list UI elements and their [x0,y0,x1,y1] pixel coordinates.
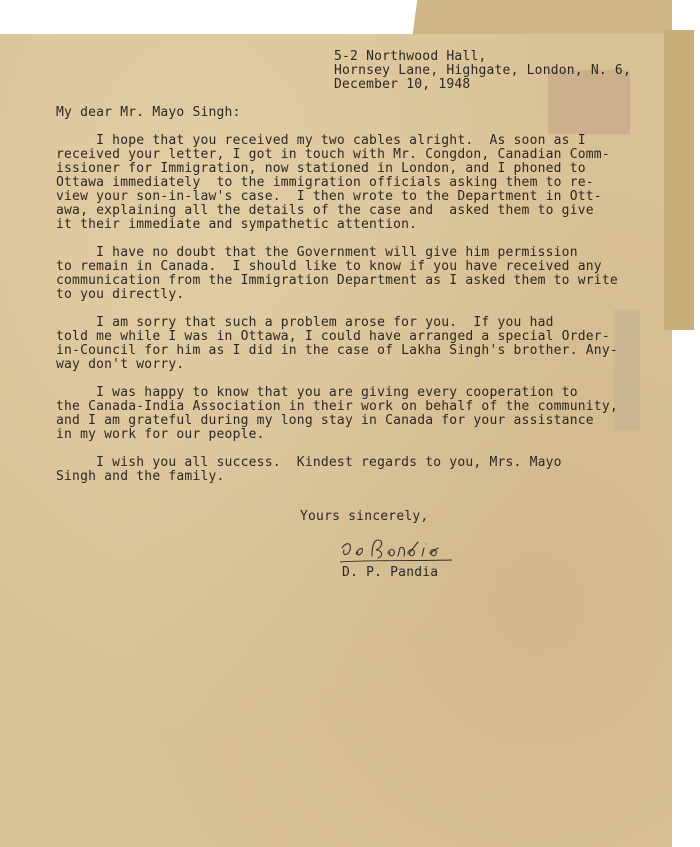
paragraph-2-line-2: to remain in Canada. I should like to know if you have received any [56,259,602,274]
paragraph-3-line-4: way don't worry. [56,357,185,372]
paragraph-2-line-3: communication from the Immigration Department as I asked them to write [56,273,618,288]
paragraph-1-line-5: view your son-in-law's case. I then wrote to the Department in Ott- [56,189,602,204]
paragraph-3-line-3: in-Council for him as I did in the case of Lakha Singh's brother. Any- [56,343,618,358]
paragraph-1-line-7: it their immediate and sympathetic attention. [56,217,418,232]
letter-date: December 10, 1948 [334,77,471,92]
paragraph-1-line-4: Ottawa immediately to the immigration officials asking them to re- [56,175,594,190]
paragraph-1-line-3: issioner for Immigration, now stationed in London, and I phoned to [56,161,586,176]
paragraph-1-line-2: received your letter, I got in touch with Mr. Congdon, Canadian Comm- [56,147,610,162]
paragraph-4-line-1: I was happy to know that you are giving every cooperation to [56,385,578,400]
salutation: My dear Mr. Mayo Singh: [56,105,241,120]
paragraph-5-line-2: Singh and the family. [56,469,225,484]
paragraph-2-line-1: I have no doubt that the Government will give him permission [56,245,578,260]
paragraph-4-line-3: and I am grateful during my long stay in Canada for your assistance [56,413,594,428]
paragraph-2-line-4: to you directly. [56,287,185,302]
handwritten-signature [338,534,456,566]
paragraph-3-line-2: told me while I was in Ottawa, I could have arranged a special Order- [56,329,610,344]
paragraph-1-line-6: awa, explaining all the details of the case and asked them to give [56,203,594,218]
signer-name: D. P. Pandia [342,565,439,580]
paragraph-4-line-2: the Canada-India Association in their work on behalf of the community, [56,399,618,414]
paragraph-5-line-1: I wish you all success. Kindest regards to you, Mrs. Mayo [56,455,562,470]
paragraph-1-line-1: I hope that you received my two cables alright. As soon as I [56,133,586,148]
paragraph-4-line-4: in my work for our people. [56,427,265,442]
address-line-1: 5-2 Northwood Hall, [334,49,487,64]
closing: Yours sincerely, [300,509,429,524]
paragraph-3-line-1: I am sorry that such a problem arose for you. If you had [56,315,554,330]
address-line-2: Hornsey Lane, Highgate, London, N. 6, [334,63,631,78]
